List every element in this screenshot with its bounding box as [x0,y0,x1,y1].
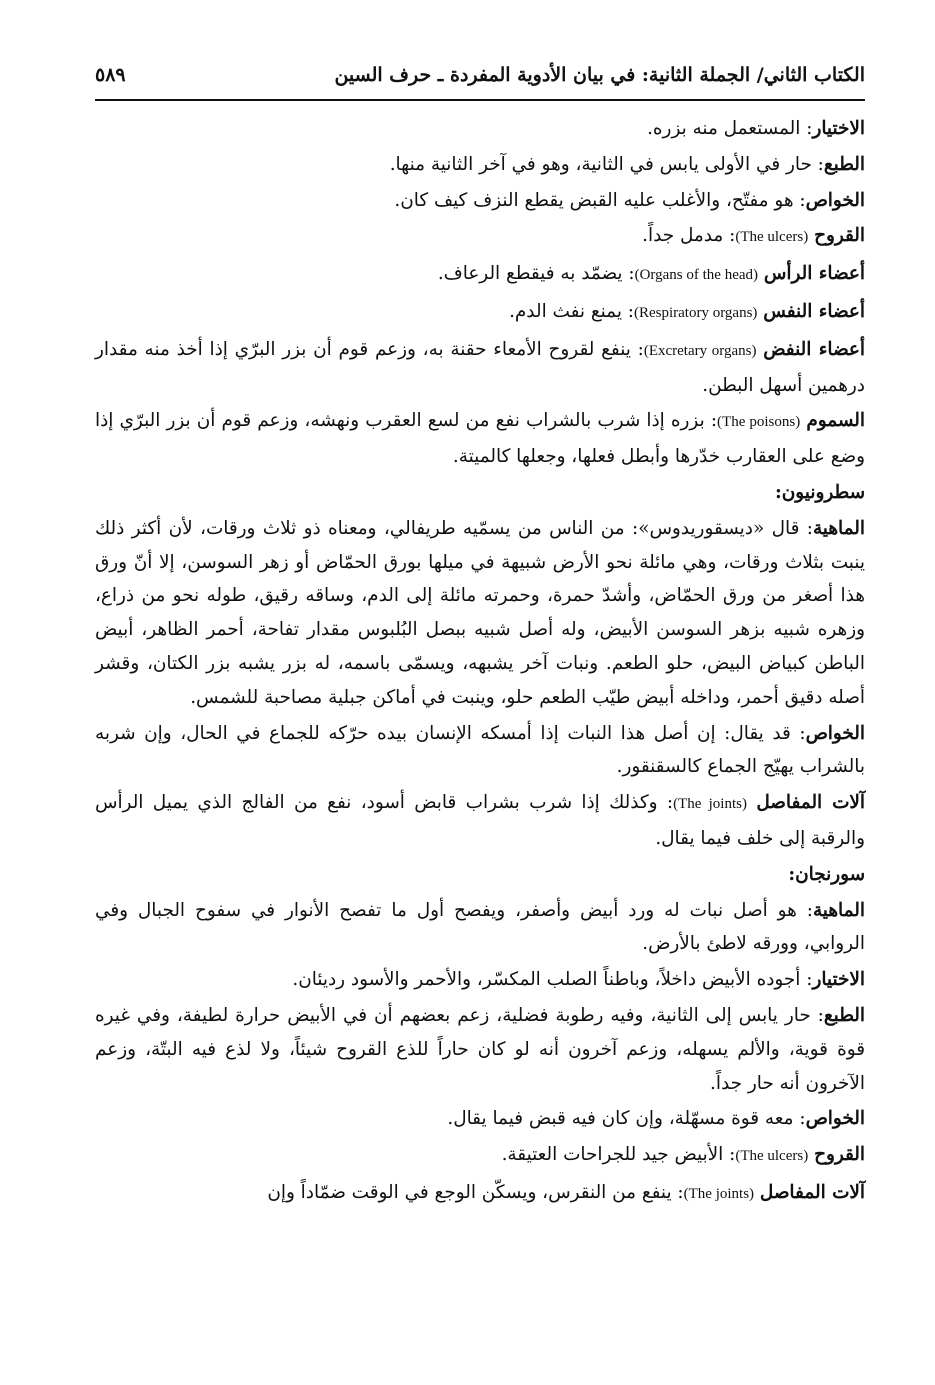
english-gloss: (Organs of the head) [634,267,759,284]
paragraph [95,404,865,474]
section-heading: سورنجان: [788,863,865,885]
english-gloss: (Excretary organs) [643,342,757,359]
paragraph-text: : يمنع نفث الدم. [509,300,634,322]
paragraph-heading: الخواص [805,1108,865,1130]
page-body [95,112,865,1214]
paragraph [95,1176,865,1212]
paragraph-text: : الأبيض جيد للجراحات العتيقة. [501,1144,736,1166]
paragraph-heading: الخواص [805,189,865,211]
paragraph-heading: الاختيار [812,118,865,139]
section-heading: سطرونيون: [775,481,865,503]
paragraph-text: : معه قوة مسهّلة، وإن كان فيه قبض فيما يقال. [447,1108,806,1130]
paragraph [95,894,865,962]
header-rule [95,99,865,101]
paragraph [95,257,865,293]
running-title: الكتاب الثاني/ الجملة الثانية: في بيان الأدوية المفردة ـ حرف السين [334,64,865,86]
page-number: ٥٨٩ [95,64,126,86]
paragraph-heading: الطبع [823,1004,865,1026]
english-gloss: (Respiratory organs) [633,304,758,321]
paragraph-text: : ينفع من النقرس، ويسكّن الوجع في الوقت ضمّاداً وإن [267,1181,684,1203]
paragraph-heading: آلات المفاصل [759,1181,865,1203]
paragraph-text: : هو مفتّح، والأغلب عليه القبض يقطع النزف كيف كان. [394,189,806,211]
paragraph-heading: أعضاء النفس [763,300,865,322]
paragraph [95,112,865,146]
paragraph-heading: الماهية [812,517,865,539]
paragraph-heading: آلات المفاصل [756,792,865,814]
paragraph-heading: القروح [814,1144,865,1166]
paragraph-heading: الخواص [805,722,865,744]
paragraph-text: : بزره إذا شرب بالشراب نفع من لسع العقرب ونهشه، وزعم قوم أن بزر البرّي إذا وضع على العقارب خدّرها وأبطل فعلها، وجعلها كالميتة. [95,410,865,468]
paragraph [95,786,865,856]
paragraph-text: : مدمل جداً. [642,225,736,247]
paragraph-text: : قد يقال: إن أصل هذا النبات إذا أمسكه الإنسان بيده حرّكه للجماع في الحال، وإن شربه بالشراب يهيّج الجماع كالسقنقور. [95,722,865,778]
english-gloss: (The poisons) [717,414,801,431]
paragraph-heading: الاختيار [812,969,865,991]
paragraph [95,1138,865,1174]
paragraph [95,295,865,331]
paragraph-text: : قال «ديسقوريدوس»: من الناس من يسمّيه طريفالي، ومعناه ذو ثلاث ورقات، لأن أكثر ذلك ينبت بثلاث ورقات، وهي مائلة نحو الأرض شبيهة في ميلها بورق الحمّاض أو زهر السوسن، إلا أنّ ورق هذا أصغر من ورق الحمّاض، وأشدّ حمرة، وحمرته مائلة إلى الدم، وساقه رقيق، طوله نحو من ذراع، وزهره شبيه بزهر السوسن الأبيض، وله أصل شبيه ببصل البُلبوس مقدار تفاحة، أحمر الظاهر، أبيض الباطن كبياض البيض، حلو الطعم. ونبات آخر يشبهه، ويسمّى باسمه، له بزر يشبه بزر الكتان، وقشر أصله دقيق أحمر، وداخله أبيض طيّب الطعم حلو، وينبت في أماكن جبلية مصاحبة للشمس. [95,517,865,708]
english-gloss: (The ulcers) [735,229,809,246]
paragraph-text: : حار في الأولى يابس في الثانية، وهو في آخر الثانية منها. [389,153,824,175]
paragraph [95,512,865,715]
paragraph-text: : ينفع لقروح الأمعاء حقنة به، وزعم قوم أن بزر البرّي إذا أخذ منه مقدار درهمين أسهل البطن. [95,338,865,396]
paragraph-text: : المستعمل منه بزره. [647,118,813,139]
paragraph [95,148,865,182]
paragraph [95,219,865,255]
paragraph [95,963,865,997]
paragraph-text: : حار يابس إلى الثانية، وفيه رطوبة فضلية، زعم بعضهم أن في الأبيض حرارة لطيفة، وفي غيره قوة قوية، والألم يسهله، وزعم آخرون أنه لو كان حاراً للذع القروح شيئاً، ولا لذع فيه البتّة، وزعم الآخرون أنه حار جداً. [95,1004,865,1094]
paragraph [95,333,865,403]
paragraph-text: : وكذلك إذا شرب بشراب قابض أسود، نفع من الفالج الذي يميل الرأس والرقبة إلى خلف فيما يقال. [95,792,865,849]
english-gloss: (The joints) [683,1185,755,1202]
paragraph-heading: أعضاء النفض [763,338,865,360]
paragraph [95,184,865,218]
paragraph [95,717,865,785]
english-gloss: (The joints) [673,796,747,813]
paragraph-heading: الماهية [812,899,865,921]
english-gloss: (The ulcers) [735,1148,809,1165]
paragraph-text: : هو أصل نبات له ورد أبيض وأصفر، ويفصح أول ما تفصح الأنوار في سفوح الجبال وفي الروابي، وورقه لاطئ بالأرض. [95,899,865,955]
paragraph [95,1102,865,1136]
paragraph-heading: أعضاء الرأس [763,263,865,285]
paragraph-heading: القروح [814,225,865,247]
running-header [95,58,865,92]
paragraph-text: : يضمّد به فيقطع الرعاف. [437,263,635,285]
paragraph-heading: الطبع [823,153,865,175]
paragraph [95,999,865,1100]
paragraph-heading: السموم [806,410,865,432]
paragraph-text: : أجوده الأبيض داخلاً، وباطناً الصلب المكسّر، والأحمر والأسود رديئان. [292,969,813,991]
